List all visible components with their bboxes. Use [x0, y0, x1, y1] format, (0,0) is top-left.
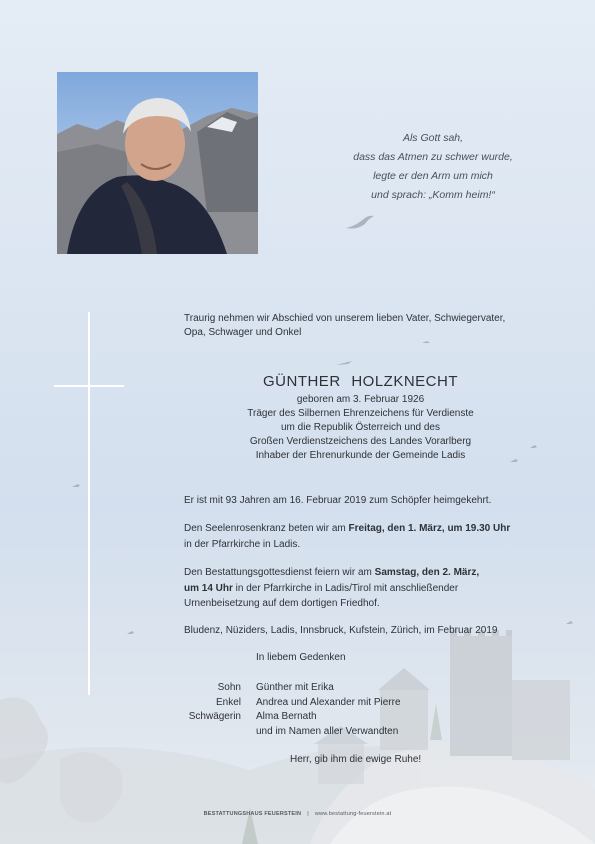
deceased-detail: Großen Verdienstzeichens des Landes Vorarlberg [249, 436, 472, 447]
footer-firm: BESTATTUNGSHAUS FEUERSTEIN [203, 811, 302, 817]
poem-line: dass das Atmen zu schwer wurde, [353, 151, 513, 163]
relative-names: Günther mit Erika [256, 682, 334, 693]
deceased-detail: Träger des Silbernen Ehrenzeichens für Verdienste [247, 408, 474, 419]
last-name: HOLZKNECHT [351, 373, 459, 390]
relatives-list [184, 681, 401, 739]
portrait-photo [57, 72, 258, 254]
footer-website[interactable]: www.bestattung-feuerstein.at [314, 811, 392, 817]
intro-line: Opa, Schwager und Onkel [184, 327, 302, 338]
deceased-detail: Inhaber der Ehrenurkunde der Gemeinde Ladis [255, 450, 466, 461]
deceased-detail: um die Republik Österreich und des [281, 422, 440, 433]
funeral-burial: Urnenbeisetzung auf dem dortigen Friedhof. [184, 598, 380, 609]
rosary-location: in der Pfarrkirche in Ladis. [184, 538, 301, 550]
relative-role: Enkel [215, 696, 241, 708]
deceased-block [184, 372, 537, 463]
relative-role: Sohn [217, 682, 241, 693]
rosary-before: Den Seelenrosenkranz beten wir am [184, 523, 349, 534]
footer-separator: | [307, 811, 309, 817]
cross-horizontal [54, 385, 124, 387]
funeral-before: Den Bestattungsgottesdienst feiern wir am [184, 567, 375, 578]
deceased-name [184, 372, 537, 392]
closing-prayer: Herr, gib ihm die ewige Ruhe! [290, 754, 422, 765]
place-date: Bludenz, Nüziders, Ladis, Innsbruck, Kufstein, Zürich, im Februar 2019 [184, 625, 498, 636]
relative-role [184, 725, 241, 740]
rosary-text [184, 521, 510, 552]
memory-text: In liebem Gedenken [256, 652, 346, 663]
funeral-time: um 14 Uhr [184, 582, 233, 594]
poem [318, 129, 548, 205]
relative-names: Alma Bernath [256, 711, 317, 722]
deceased-detail: geboren am 3. Februar 1926 [296, 394, 425, 405]
relative-names: und im Namen aller Verwandten [256, 725, 399, 737]
relative-row [184, 710, 401, 725]
relative-role: Schwägerin [188, 711, 241, 722]
rosary-date: Freitag, den 1. März, um 19.30 Uhr [348, 523, 511, 534]
cross-vertical [88, 312, 90, 695]
relative-names: Andrea und Alexander mit Pierre [256, 696, 401, 708]
poem-line: legte er den Arm um mich [373, 170, 493, 182]
footer [0, 811, 595, 817]
passing-text: Er ist mit 93 Jahren am 16. Februar 2019 zum Schöpfer heimgekehrt. [184, 495, 492, 506]
intro-text [184, 312, 534, 340]
poem-line: Als Gott sah, [402, 132, 464, 144]
poem-line: und sprach: „Komm heim!“ [371, 189, 495, 201]
funeral-date: Samstag, den 2. März, [374, 567, 480, 578]
relative-row [184, 696, 401, 711]
first-name: GÜNTHER [262, 373, 341, 390]
funeral-after: in der Pfarrkirche in Ladis/Tirol mit anschließender [232, 582, 459, 594]
relative-row [184, 681, 401, 696]
relative-row [184, 725, 401, 740]
intro-line: Traurig nehmen wir Abschied von unserem lieben Vater, Schwiegervater, [184, 313, 506, 324]
funeral-text [184, 565, 479, 612]
